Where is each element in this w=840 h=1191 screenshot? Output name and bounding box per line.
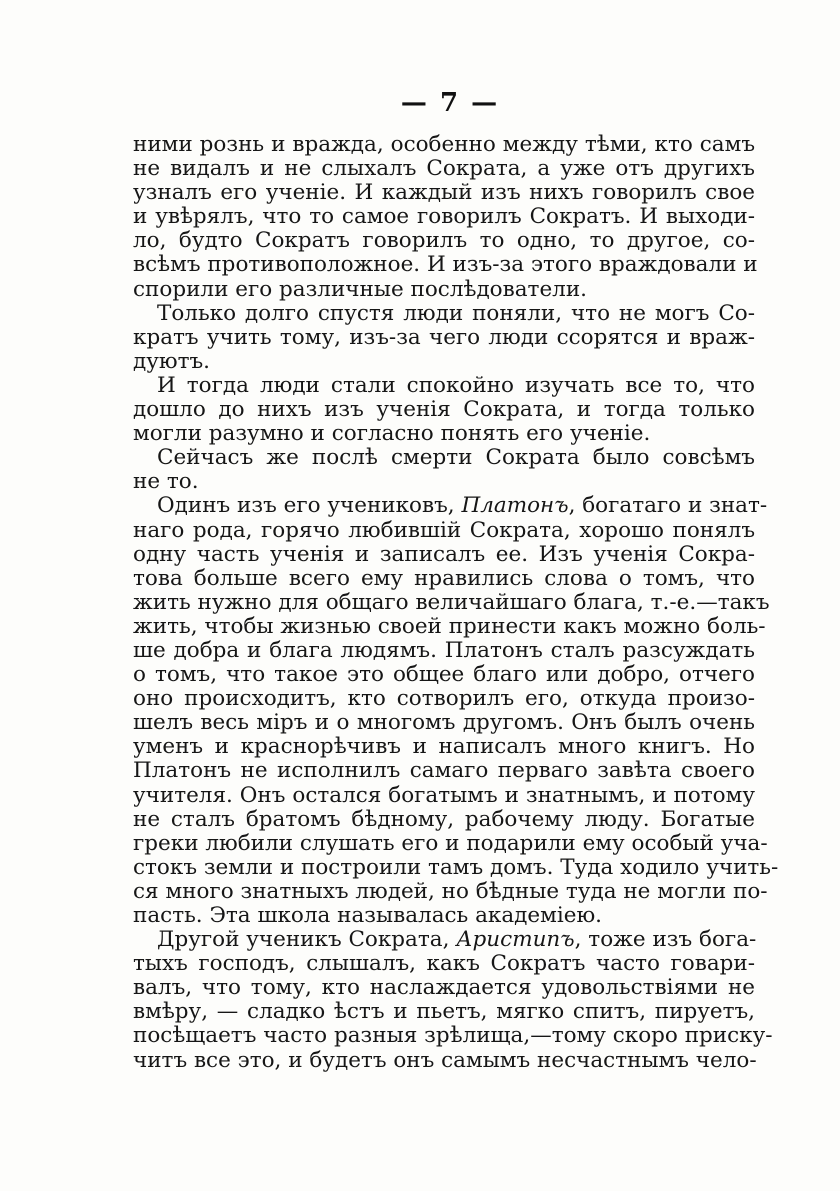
body-text xyxy=(133,132,779,1073)
text-line: наго рода, горячо любившій Сократа, хорошо понялъ xyxy=(133,517,755,543)
text-line: жить нужно для общаго величайшаго блага, т.-е.—такъ xyxy=(133,589,770,615)
text-line: не видалъ и не слыхалъ Сократа, а уже отъ другихъ xyxy=(133,156,755,182)
text-line: посѣщаетъ часто разныя зрѣлища,—тому скоро приску- xyxy=(133,1023,773,1049)
text-line: Платонъ не исполнилъ самаго перваго завѣта своего xyxy=(133,758,755,784)
paragraph xyxy=(133,446,755,494)
text-line: оно происходитъ, кто сотворилъ его, откуда произо- xyxy=(133,686,755,712)
text-line: читъ все это, и будетъ онъ самымъ несчастнымъ чело- xyxy=(133,1047,757,1073)
text-line: И тогда люди стали спокойно изучать все то, что xyxy=(157,372,755,398)
text-line: Только долго спустя люди поняли, что не могъ Со- xyxy=(157,300,755,326)
text-line: кратъ учить тому, изъ-за чего люди ссорятся и враж- xyxy=(133,324,755,350)
text-line: Другой ученикъ Сократа, Аристипъ, тоже изъ бога- xyxy=(157,927,757,953)
text-line: дошло до нихъ изъ ученія Сократа, и тогда только xyxy=(133,397,755,423)
italic-name: Аристипъ xyxy=(456,927,575,953)
text-line: ними рознь и вражда, особенно между тѣми, кто самъ xyxy=(133,132,755,157)
paragraph xyxy=(133,374,755,446)
text-line: не то. xyxy=(133,469,199,495)
text-line: греки любили слушать его и подарили ему особый уча- xyxy=(133,830,768,856)
text-line: шелъ весь міръ и о многомъ другомъ. Онъ былъ очень xyxy=(133,710,755,736)
paragraph xyxy=(133,132,758,302)
text-line: могли разумно и согласно понять его ученіе. xyxy=(133,421,651,447)
text-line: одну часть ученія и записалъ ее. Изъ ученія Сокра- xyxy=(133,541,755,567)
text-line: ло, будто Сократъ говорилъ то одно, то другое, со- xyxy=(133,228,755,254)
text-line: узналъ его ученіе. И каждый изъ нихъ говорилъ свое xyxy=(133,180,755,206)
text-line: и увѣрялъ, что то самое говорилъ Сократъ. И выходи- xyxy=(133,204,755,230)
text-line: валъ, что тому, кто наслаждается удовольствіями не xyxy=(133,975,755,1001)
text-line: не сталъ братомъ бѣдному, рабочему люду. Богатые xyxy=(133,806,755,832)
text-line: Сейчасъ же послѣ смерти Сократа было совсѣмъ xyxy=(157,445,755,471)
text-line: стокъ земли и построили тамъ домъ. Туда ходило учить- xyxy=(133,854,779,880)
paragraph xyxy=(133,302,755,374)
text-line: дуютъ. xyxy=(133,348,211,374)
text-line: уменъ и краснорѣчивъ и написалъ много книгъ. Но xyxy=(133,734,755,760)
text-line: Одинъ изъ его учениковъ, Платонъ, богатаго и знат- xyxy=(157,493,768,519)
text-line: тыхъ господъ, слышалъ, какъ Сократъ часто говари- xyxy=(133,951,755,977)
text-line: учителя. Онъ остался богатымъ и знатнымъ, и потому xyxy=(133,782,755,808)
text-line: вмѣру, — сладко ѣстъ и пьетъ, мягко спитъ, пируетъ, xyxy=(133,999,755,1025)
text-line: ше добра и блага людямъ. Платонъ сталъ разсуждать xyxy=(133,637,755,663)
text-line: ся много знатныхъ людей, но бѣдные туда не могли по- xyxy=(133,878,768,904)
italic-name: Платонъ xyxy=(461,493,569,519)
paragraph xyxy=(133,927,773,1073)
text-line: жить, чтобы жизнью своей принести какъ можно боль- xyxy=(133,613,766,639)
text-line: о томъ, что такое это общее благо или добро, отчего xyxy=(133,662,755,688)
text-line: това больше всего ему нравились слова о томъ, что xyxy=(133,565,755,591)
page-number: — 7 — xyxy=(400,88,500,118)
text-line: всѣмъ противоположное. И изъ-за этого враждовали и xyxy=(133,252,758,278)
text-line: пасть. Эта школа называлась академіею. xyxy=(133,903,603,928)
text-line: спорили его различные послѣдователи. xyxy=(133,276,587,302)
paragraph xyxy=(133,493,779,928)
